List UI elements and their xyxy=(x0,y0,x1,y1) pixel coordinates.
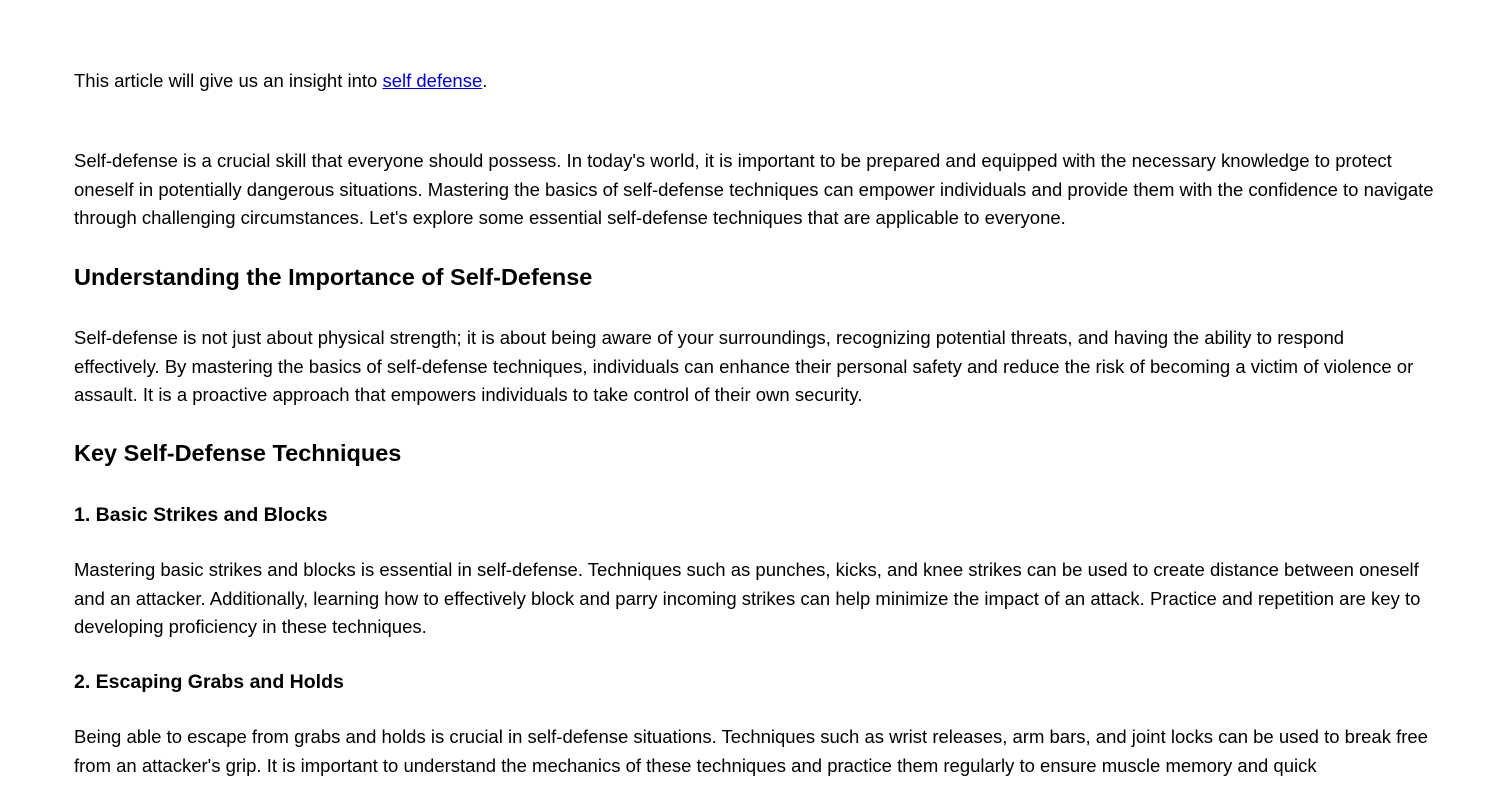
paragraph-escaping-grabs: Being able to escape from grabs and holds is crucial in self-defense situations. Techniques such as wrist releases, arm bars, and joint locks can be used to break free from an attacker's grip. It is important to understand the mechanics of these techniques and practice them regularly to ensure muscle memory and quick xyxy=(74,726,1428,776)
self-defense-link[interactable]: self defense xyxy=(382,70,483,91)
intro-period: . xyxy=(482,70,488,91)
intro-paragraph xyxy=(74,67,487,96)
intro-text: This article will give us an insight into xyxy=(74,70,383,91)
heading-key-techniques: Key Self-Defense Techniques xyxy=(74,440,402,466)
paragraph-importance: Self-defense is not just about physical strength; it is about being aware of your surroundings, recognizing potential threats, and having the ability to respond effectively. By mastering the basics of self-defense techniques, individuals can enhance their personal safety and reduce the risk of becoming a victim of violence or assault. It is a proactive approach that empowers individuals to take control of their own security. xyxy=(74,327,1414,405)
heading-importance: Understanding the Importance of Self-Defense xyxy=(74,264,593,290)
paragraph-basic-strikes: Mastering basic strikes and blocks is essential in self-defense. Techniques such as punches, kicks, and knee strikes can be used to create distance between oneself and an attacker. Additionally, learning how to effectively block and parry incoming strikes can help minimize the impact of an attack. Practice and repetition are key to developing proficiency in these techniques. xyxy=(74,559,1421,637)
paragraph-intro-self-defense: Self-defense is a crucial skill that everyone should possess. In today's world, it is important to be prepared and equipped with the necessary knowledge to protect oneself in potentially dangerous situations. Mastering the basics of self-defense techniques can empower individuals and provide them with the confidence to navigate through challenging circumstances. Let's explore some essential self-defense techniques that are applicable to everyone. xyxy=(74,150,1434,228)
heading-escaping-grabs: 2. Escaping Grabs and Holds xyxy=(74,671,344,693)
heading-basic-strikes: 1. Basic Strikes and Blocks xyxy=(74,504,328,526)
